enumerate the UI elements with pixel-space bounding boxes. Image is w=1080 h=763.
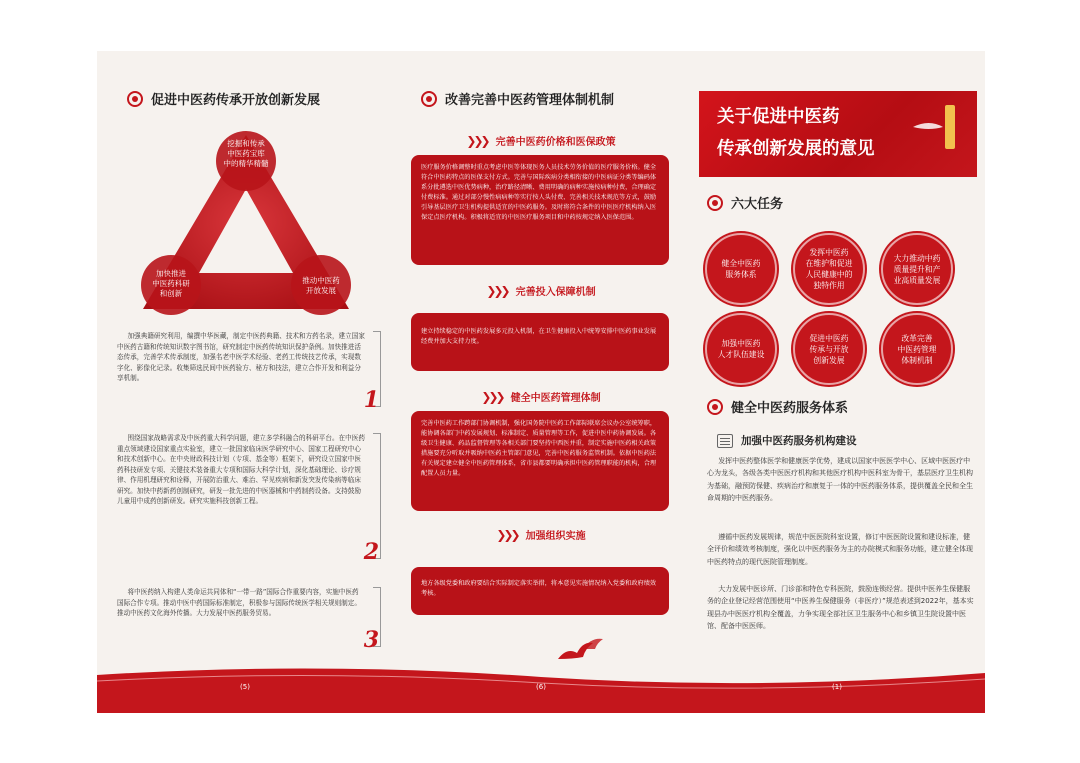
target-icon [707,195,723,211]
subsection-box: 建立持续稳定的中医药发展多元投入机制，在卫生健康投入中统筹安排中医药事业发展经费并加大支持力度。 [411,313,669,371]
task-circle: 健全中医药 服务体系 [705,233,777,305]
section-heading-service: 健全中医药服务体系 [707,397,848,416]
target-icon [127,91,143,107]
brochure-sheet [97,51,985,713]
doves-icon [553,629,613,669]
task-circle: 大力推动中药 质量提升和产 业高质量发展 [881,233,953,305]
emblem-icon [909,97,969,157]
block-number: 3 [363,627,379,653]
panel-right [689,51,985,713]
paragraph: 发挥中医药整体医学和健康医学优势，建成以国家中医医学中心、区域中医医疗中心为龙头，各级各类中医医疗机构和其他医疗机构中医科室为骨干，基层医疗卫生机构为基础，融预防保健、疾病治疗和康复于一体的中医药服务体系，提供覆盖全民和全生命周期的中医药服务。 [707,457,973,503]
paragraph: 遵循中医药发展规律，规范中医医院科室设置，修订中医医院设置和建设标准，健全评价和绩效考核制度，强化以中医药服务为主的办院模式和服务功能，建立健全体现中医药特点的现代医院管理制度。 [707,533,973,566]
subsection-title: ❯❯❯ 健全中医药管理体制 [481,390,601,404]
title-banner: 关于促进中医药 传承创新发展的意见 [699,91,977,177]
section-heading-inheritance: 促进中医药传承开放创新发展 [127,89,320,108]
panel-left [97,51,393,713]
subheading-institutions: 加强中医药服务机构建设 [717,433,857,448]
subsection-title: ❯❯❯ 完善中医药价格和医保政策 [466,134,616,148]
subsection-box: 地方各级党委和政府要结合实际制定落实举措，将本意见实施情况纳入党委和政府绩效考核。 [411,567,669,615]
subsection-box: 完善中医药工作跨部门协调机制，强化国务院中医药工作部际联席会议办公室统筹职，能协调各部门中药发展规划、标准制定、质量管理等工作，促进中医中药协调发展。各级卫生健康、药品监督管理等各相关部门要坚持中西医并重，制定实施中医药相关政策措施要充分听取并吸纳中医药主管部门意见，完善中医药服务监管机制。依据中医药法有关规定建立健全中医药管理体系，省市县都要明确承担中医药管理职能的机构，合理配置人员力量。 [411,411,669,511]
page-number: (1) [832,683,842,691]
chevrons-icon: ❯❯❯ [481,390,503,404]
task-block-3: 将中医药纳入构建人类命运共同体和“一带一路”国际合作重要内容，实施中医药国际合作专项。推动中医中药国际标准制定，积极参与国际传统医学相关规则制定。推动中医药文化海外传播。大力发展中医药服务贸易。 3 [117,588,379,653]
document-icon [717,434,733,448]
target-icon [421,91,437,107]
target-icon [707,399,723,415]
chevrons-icon: ❯❯❯ [496,528,518,542]
paragraph: 大力发展中医诊所、门诊部和特色专科医院，鼓励连锁经营。提供中医养生保健服务的企业登记经营范围使用“中医养生保健服务（非医疗）”规范表述到2022年，基本实现县办中医医疗机构全覆盖，力争实现全部社区卫生服务中心和乡镇卫生院设置中医馆、配备中医医师。 [707,585,974,631]
task-block-1: 加强典籍研究利用，编撰中华医藏，制定中医药典籍、技术和方药名录，建立国家中医药古籍和传统知识数字图书馆，研究制定中医药传统知识保护条例。加快推进活态传承，完善学术传承制度，加强名老中医学术经验、老药工传统技艺传承，实现数字化、影像化记录。收集筛选民间中医药验方、秘方和技法，建立合作开发和利益分享机制。 1 [117,332,379,413]
page-number: (5) [240,683,250,691]
subsection-title: ❯❯❯ 完善投入保障机制 [486,284,596,298]
triangle-top-label: 挖掘和传承 中医药宝库 中的精华精髓 [223,139,269,168]
block-number: 1 [363,387,379,413]
task-circle: 发挥中医药 在维护和促进 人民健康中的 独特作用 [793,233,865,305]
panel-middle [393,51,689,713]
task-block-2: 围绕国家战略需求及中医药重大科学问题，建立多学科融合的科研平台。在中医药重点领域建设国家重点实验室，建立一批国家临床医学研究中心、国家工程研究中心和技术创新中心。在中央财政科技计划（专项、基金等）框架下，研究设立国家中医药科技研发专项、关键技术装备重大专项和国际大科学计划，深化基础理论、诊疗规律、作用机理研究和诠释，开展防治重大、难治、罕见疾病和新发突发传染病等临床研究。加快中药新药创制研究，研发一批先进的中医器械和中药制药设备。支持鼓励儿童用中成药创新研发。研究实施科技创新工程。 2 [117,434,379,565]
section-heading-tasks: 六大任务 [707,193,783,212]
chevrons-icon: ❯❯❯ [466,134,488,148]
section-heading-management: 改善完善中医药管理体制机制 [421,89,614,108]
page-number: (6) [536,683,546,691]
task-circle: 改革完善 中医药管理 体制机制 [881,313,953,385]
subsection-box: 医疗服务价格调整时重点考虑中医等体现医务人员技术劳务价值的医疗服务价格。健全符合中医药特点的医保支付方式。完善与国际疾病分类相衔接的中医病证分类等编码体系分批遴选中医优势病种，治疗路径清晰、费用明确的病种实施按病种付费，合理确定付费标准。通过对部分慢性病病种等实行按人头付费、完善相关技术规范等方式，鼓励引导基层医疗卫生机构提供适宜的中医药服务。及时将符合条件的中医医疗机构纳入医保定点医疗机构。积极将适宜的中医医疗服务项目和中药按规定纳入医保范围。 [411,155,669,265]
chevrons-icon: ❯❯❯ [486,284,508,298]
task-circle: 加强中医药 人才队伍建设 [705,313,777,385]
task-circle: 促进中医药 传承与开放 创新发展 [793,313,865,385]
block-number: 2 [363,539,379,565]
triangle-right-label: 推动中医药 开放发展 [302,276,340,295]
triangle-left-label: 加快推进 中医药科研 和创新 [152,269,190,298]
subsection-title: ❯❯❯ 加强组织实施 [496,528,586,542]
